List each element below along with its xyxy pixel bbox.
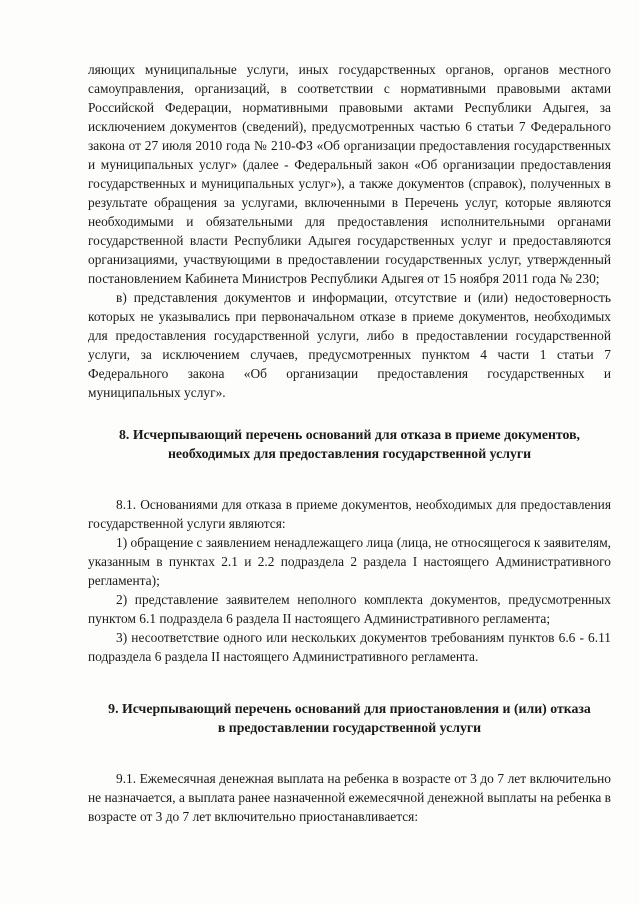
list-item-8-1-1: 1) обращение с заявлением ненадлежащего лица (лица, не относящегося к заявителям, указанным в пунктах 2.1 и 2.2 подраздела 2 раздела I настоящего Административного регламента);	[88, 535, 612, 588]
section-8-heading-line1: 8. Исчерпывающий перечень оснований для отказа в приеме документов,	[119, 427, 580, 442]
paragraph-8-1: 8.1. Основаниями для отказа в приеме документов, необходимых для предоставления государственной услуги являются:	[88, 497, 611, 531]
list-item-8-1-2: 2) представление заявителем неполного комплекта документов, предусмотренных пунктом 6.1 подраздела 6 раздела II настоящего Административного регламента;	[88, 592, 611, 626]
spacer	[88, 737, 611, 769]
paragraph-9-1: 9.1. Ежемесячная денежная выплата на ребенка в возрасте от 3 до 7 лет включительно не назначается, а выплата ранее назначенной ежемесячной денежной выплаты на ребенка в возрасте от 3 до 7 лет включительно приостанавливается:	[88, 771, 611, 824]
section-8-heading	[88, 425, 611, 463]
list-item-8-1-3: 3) несоответствие одного или нескольких документов требованиям пунктов 6.6 - 6.11 подраздела 6 раздела II настоящего Административного регламента.	[88, 630, 611, 664]
paragraph-item-v: в) представления документов и информации, отсутствие и (или) недостоверность которых не указывались при первоначальном отказе в приеме документов, необходимых для предоставления государственной услуги, либо в предоставлении государственной услуги, за исключением случаев, предусмотренных пунктом 4 части 1 статьи 7 Федерального закона «Об организации предоставления государственных и муниципальных услуг».	[88, 290, 611, 400]
spacer	[88, 666, 611, 699]
spacer	[88, 402, 611, 425]
section-9-heading-line1: 9. Исчерпывающий перечень оснований для приостановления и (или) отказа	[108, 701, 591, 716]
section-9-heading-line2: в предоставлении государственной услуги	[217, 720, 482, 735]
section-9-heading	[88, 699, 611, 737]
section-8-heading-line2: необходимых для предоставления государственной услуги	[167, 446, 532, 461]
paragraph-continuation: ляющих муниципальные услуги, иных государственных органов, органов местного самоуправления, организаций, в соответствии с нормативными правовыми актами Российской Федерации, нормативными правовыми актами Республики Адыгея, за исключением документов (сведений), предусмотренных частью 6 статьи 7 Федерального закона от 27 июля 2010 года № 210-ФЗ «Об организации предоставления государственных и муниципальных услуг» (далее - Федеральный закон «Об организации предоставления государственных и муниципальных услуг»), а также документов (справок), полученных в результате обращения за услугами, включенными в Перечень услуг, которые являются необходимыми и обязательными для предоставления исполнительными органами государственной власти Республики Адыгея государственных услуг и предоставляются организациями, участвующими в предоставлении государственных услуг, утвержденный постановлением Кабинета Министров Республики Адыгея от 15 ноября 2011 года № 230;	[88, 62, 611, 286]
spacer	[88, 463, 611, 495]
